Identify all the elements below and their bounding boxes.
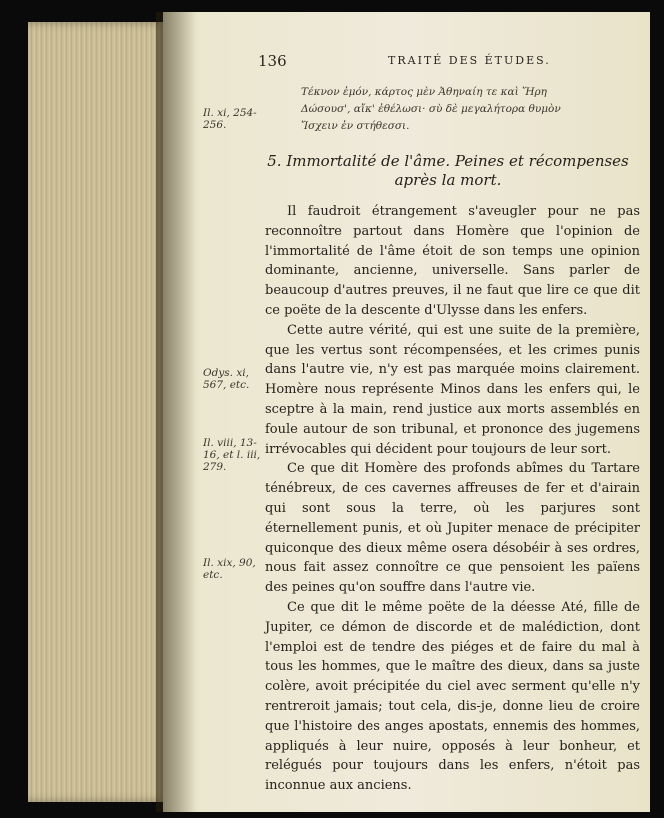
margin-note: Odys. xi, 567, etc. bbox=[203, 367, 250, 391]
page-header bbox=[258, 52, 630, 70]
book bbox=[28, 12, 650, 812]
greek-line: Δώσουσ', αἴκ' ἐθέλωσι· σὺ δὲ μεγαλήτορα θυμὸν bbox=[301, 103, 561, 115]
paragraph: Ce que dit Homère des profonds abîmes du Tartare ténébreux, de ces cavernes affreuses de fer et d'airain qui sont sous la terre, où les parjures sont éternellement punis, et où Jupiter menace de précipiter quiconque des dieux même osera désobéir à ses ordres, nous fait assez connoître ce que pensoient les païens des peines qu'on souffre dans l'autre vie. bbox=[265, 461, 640, 596]
margin-note: Il. xi, 254-256. bbox=[203, 107, 257, 131]
paragraph: Ce que dit le même poëte de la déesse Até, fille de Jupiter, ce démon de discorde et de malédiction, dont l'emploi est de tendre des piéges et de faire du mal à tous les hommes, que le maître des dieux, dans sa juste colère, avoit précipitée du ciel avec serment qu'elle n'y rentreroit jamais; tout cela, dis-je, donne lieu de croire que l'histoire des anges apostats, ennemis des hommes, appliqués à leur nuire, opposés à leur bonheur, et relégués pour toujours dans les enfers, n'étoit pas inconnue aux anciens. bbox=[265, 599, 640, 794]
margin-note: Il. xix, 90, etc. bbox=[203, 557, 256, 581]
greek-quotation bbox=[301, 84, 621, 135]
page-edges bbox=[28, 22, 168, 802]
running-head: TRAITÉ DES ÉTUDES. bbox=[388, 54, 551, 67]
page-number: 136 bbox=[258, 52, 287, 70]
paragraph: Cette autre vérité, qui est une suite de la première, que les vertus sont récompensées, et les crimes punis dans l'autre vie, n'y est pas marquée moins clairement. Homère nous représente Minos dans les enfers qui, le sceptre à la main, rend justice aux morts assemblés en foule autour de son tribunal, et prononce des jugemens irrévocables qui décident pour toujours de leur sort. bbox=[265, 322, 640, 457]
margin-note: Il. viii, 13-16, et l. iii, 279. bbox=[203, 437, 261, 473]
body-text bbox=[265, 202, 640, 796]
spine-shadow bbox=[156, 12, 196, 812]
book-page bbox=[163, 12, 650, 812]
paragraph: Il faudroit étrangement s'aveugler pour ne pas reconnoître partout dans Homère que l'opinion de l'immortalité de l'âme étoit de son temps une opinion dominante, ancienne, universelle. Sans parler de beaucoup d'autres preuves, il ne faut que lire ce que dit ce poëte de la descente d'Ulysse dans les enfers. bbox=[265, 204, 640, 318]
section-title: 5. Immortalité de l'âme. Peines et récompenses après la mort. bbox=[267, 152, 629, 189]
greek-line: Τέκνον ἐμόν, κάρτος μὲν Ἀθηναίη τε καὶ Ἥρη bbox=[301, 86, 547, 98]
greek-line: Ἴσχειν ἐν στήθεσσι. bbox=[301, 120, 410, 132]
